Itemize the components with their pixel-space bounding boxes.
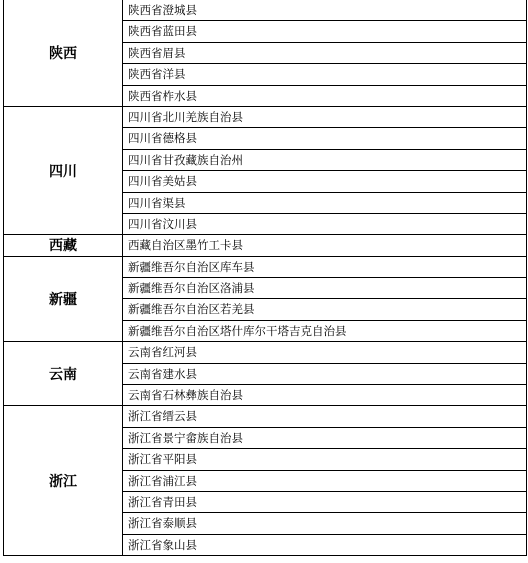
- province-group-sichuan: [4, 106, 526, 234]
- county-cell: 陕西省澄城县: [128, 3, 197, 17]
- county-cell: 浙江省平阳县: [123, 448, 526, 469]
- county-list: [123, 342, 526, 405]
- county-list: [123, 257, 526, 342]
- county-cell: 四川省北川羌族自治县: [128, 109, 243, 124]
- province-group-shaanxi: [4, 0, 526, 106]
- county-list: [123, 235, 526, 255]
- province-name: 新疆: [4, 257, 123, 342]
- county-cell: 浙江省泰顺县: [123, 512, 526, 533]
- county-cell: 浙江省象山县: [123, 534, 526, 555]
- county-cell: 云南省建水县: [123, 363, 526, 384]
- county-cell: 陕西省柞水县: [123, 85, 526, 106]
- province-name: 浙江: [4, 406, 123, 555]
- county-cell: 浙江省青田县: [123, 491, 526, 512]
- county-cell: 四川省美姑县: [123, 170, 526, 191]
- county-cell: 新疆维吾尔自治区若羌县: [123, 298, 526, 319]
- province-name: 云南: [4, 342, 123, 405]
- county-table: [3, 0, 527, 556]
- county-cell: 新疆维吾尔自治区塔什库尔干塔吉克自治县: [123, 320, 526, 341]
- province-group-zhejiang: [4, 405, 526, 555]
- county-list: [123, 406, 526, 555]
- county-cell: 陕西省蓝田县: [123, 20, 526, 41]
- county-cell: 浙江省浦江县: [123, 470, 526, 491]
- county-cell: 新疆维吾尔自治区洛浦县: [123, 277, 526, 298]
- county-list: [123, 107, 526, 234]
- county-cell: 云南省石林彝族自治县: [123, 384, 526, 405]
- county-cell: 四川省甘孜藏族自治州: [123, 149, 526, 170]
- province-name: 陕西: [4, 0, 123, 106]
- county-cell: 四川省汶川县: [123, 213, 526, 234]
- province-name: 四川: [4, 107, 123, 234]
- county-cell: 陕西省洋县: [123, 63, 526, 84]
- province-group-yunnan: [4, 341, 526, 405]
- county-list: [123, 0, 526, 106]
- county-cell: 浙江省景宁畲族自治县: [123, 427, 526, 448]
- province-group-xinjiang: [4, 256, 526, 342]
- province-group-tibet: [4, 234, 526, 255]
- county-cell: 陕西省眉县: [123, 42, 526, 63]
- county-cell: 新疆维吾尔自治区库车县: [128, 259, 255, 274]
- county-cell: 浙江省缙云县: [128, 409, 197, 424]
- county-cell: 西藏自治区墨竹工卡县: [128, 238, 243, 253]
- province-name: 西藏: [4, 235, 123, 255]
- county-cell: 四川省渠县: [123, 192, 526, 213]
- county-cell: 四川省德格县: [123, 127, 526, 148]
- county-cell: 云南省红河县: [128, 345, 197, 360]
